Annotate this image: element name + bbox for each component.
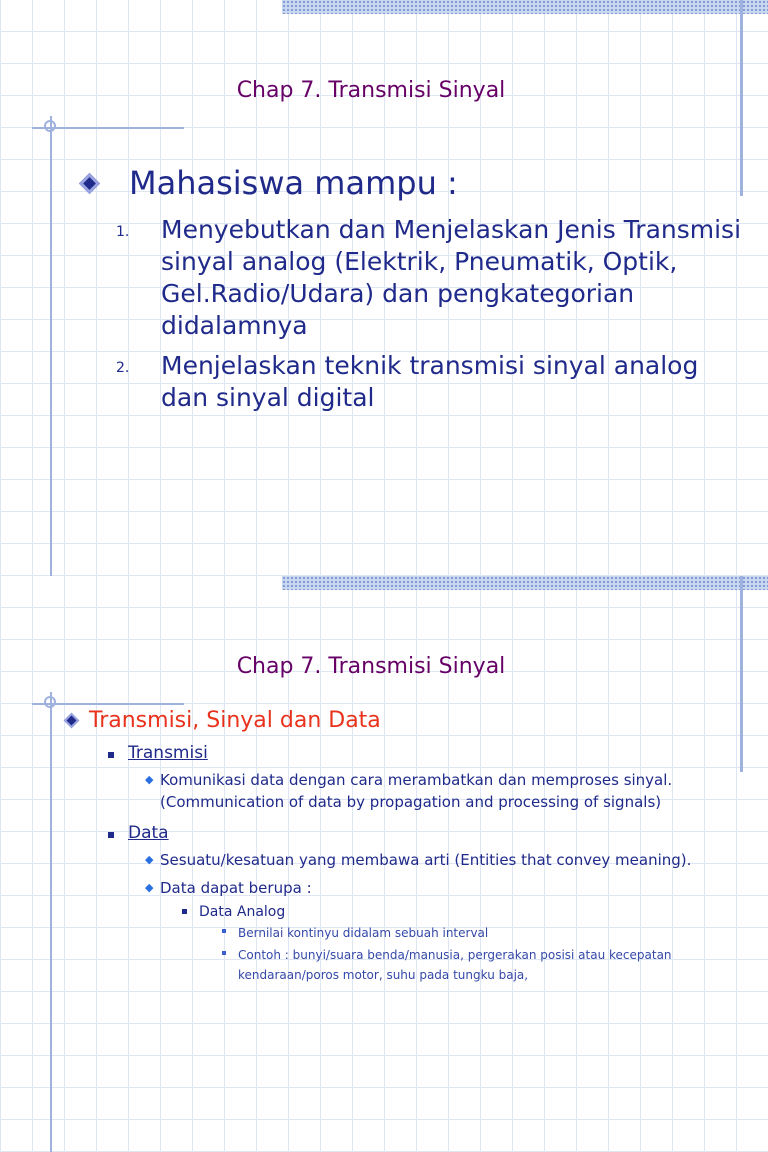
list-number: 2. xyxy=(116,360,130,376)
slide-title: Chap 7. Transmisi Sinyal xyxy=(236,654,506,679)
list-item xyxy=(66,901,766,920)
list-item-text: Menyebutkan dan Menjelaskan Jenis Transmisi sinyal analog (Elektrik, Pneumatik, Optik, Gel.Radio/Udara) dan pengkategorian didalamnya xyxy=(161,215,742,340)
list-number: 1. xyxy=(116,224,130,240)
subheading-transmisi xyxy=(66,743,766,763)
list-item xyxy=(78,350,748,414)
list-item xyxy=(66,944,766,984)
small-diamond-bullet-icon: ◆ xyxy=(145,773,154,786)
header-band xyxy=(282,0,768,14)
objective-list xyxy=(78,214,748,414)
list-item-text: Menjelaskan teknik transmisi sinyal analog dan sinyal digital xyxy=(161,351,699,412)
list-item-text: Komunikasi data dengan cara merambatkan dan memproses sinyal. (Communication of data by propagation and processing of signals) xyxy=(160,771,673,811)
subheading-data xyxy=(66,823,766,843)
slide-2 xyxy=(0,576,768,1152)
small-diamond-bullet-icon: ◆ xyxy=(145,881,154,894)
ring-ornament-icon xyxy=(44,120,56,132)
margin-rule xyxy=(50,692,52,1152)
list-item xyxy=(66,877,766,899)
slide-2-content xyxy=(66,708,766,984)
square-bullet-icon xyxy=(182,909,187,914)
objective-heading xyxy=(78,164,748,202)
list-item xyxy=(66,769,766,813)
subheading-text: Data xyxy=(128,823,169,843)
header-band xyxy=(282,576,768,590)
diamond-bullet-icon xyxy=(79,172,100,193)
list-item-text: Data Analog xyxy=(199,904,286,920)
subheading-text: Transmisi xyxy=(128,743,208,763)
square-bullet-icon xyxy=(222,929,226,933)
ring-ornament-icon xyxy=(44,696,56,708)
square-bullet-icon xyxy=(108,832,114,838)
diamond-bullet-icon xyxy=(64,713,80,729)
margin-rule xyxy=(50,116,52,576)
list-item-text: Contoh : bunyi/suara benda/manusia, pergerakan posisi atau kecepatan kendaraan/poros motor, suhu pada tungku baja, xyxy=(238,948,672,982)
list-item xyxy=(66,849,766,871)
section-heading-text: Transmisi, Sinyal dan Data xyxy=(89,708,381,733)
objective-heading-text: Mahasiswa mampu : xyxy=(129,164,458,202)
list-item xyxy=(66,922,766,942)
square-bullet-icon xyxy=(222,951,226,955)
slide-1-content xyxy=(78,164,748,422)
small-diamond-bullet-icon: ◆ xyxy=(145,853,154,866)
list-item xyxy=(78,214,748,342)
list-item-text: Data dapat berupa : xyxy=(160,879,312,897)
slide-title: Chap 7. Transmisi Sinyal xyxy=(236,78,506,103)
list-item-text: Bernilai kontinyu didalam sebuah interval xyxy=(238,926,489,940)
square-bullet-icon xyxy=(108,752,114,758)
list-item-text: Sesuatu/kesatuan yang membawa arti (Entities that convey meaning). xyxy=(160,851,692,869)
section-heading xyxy=(66,708,766,733)
